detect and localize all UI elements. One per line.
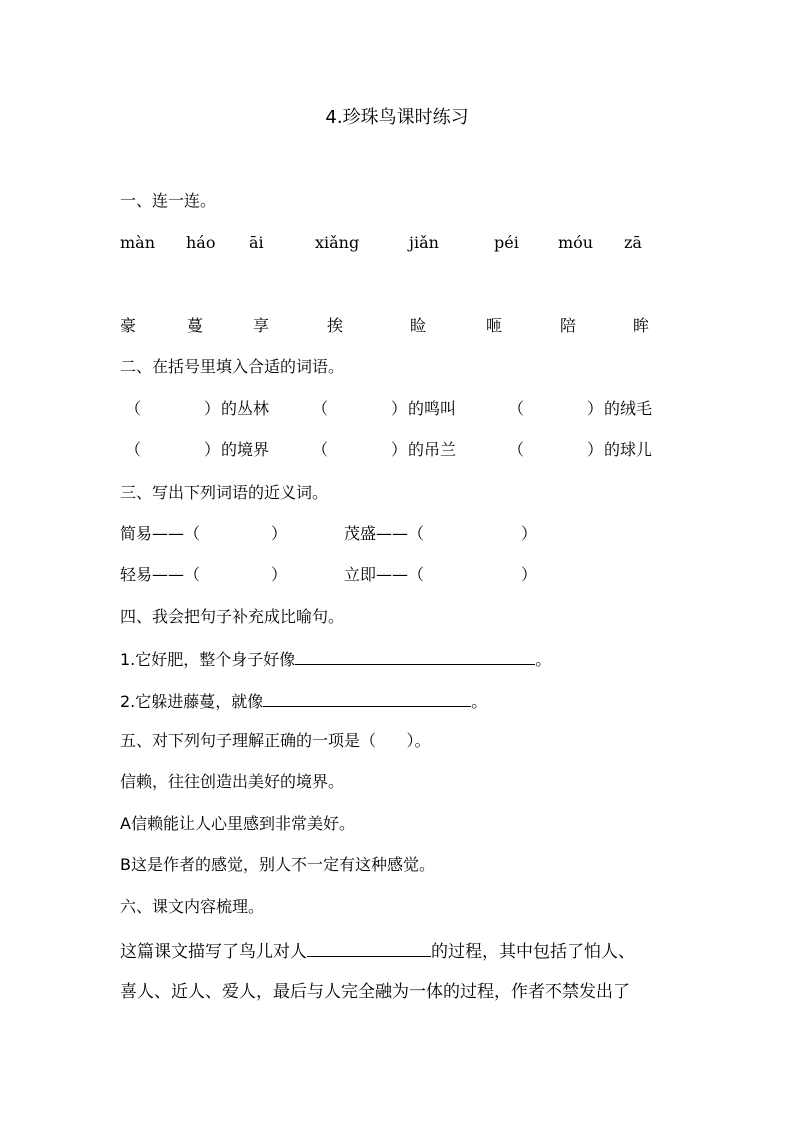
- character-item: 豪: [120, 316, 137, 335]
- section-3-heading: 三、写出下列词语的近义词。: [120, 483, 329, 502]
- open-paren: （: [508, 440, 525, 459]
- section-2-heading: 二、在括号里填入合适的词语。: [120, 357, 345, 376]
- open-paren: （: [125, 440, 142, 459]
- close-paren: ）: [391, 399, 408, 418]
- fill-word: 的球儿: [604, 440, 653, 459]
- simile-question-1: [120, 648, 551, 670]
- pinyin-item: màn: [120, 233, 156, 252]
- close-paren: ）: [521, 565, 538, 584]
- summary-text: 的过程，其中包括了怕人、: [431, 942, 635, 962]
- synonym-prompt: 茂盛——（: [344, 524, 425, 543]
- answer-blank[interactable]: [295, 648, 535, 665]
- question-text: 1.它好肥，整个身子好像: [120, 650, 296, 669]
- section-4-heading: 四、我会把句子补充成比喻句。: [120, 607, 345, 626]
- close-paren: ）: [204, 440, 221, 459]
- open-paren: （: [312, 399, 329, 418]
- close-paren: ）: [271, 524, 288, 543]
- answer-blank[interactable]: [307, 940, 431, 957]
- summary-line-1: [120, 940, 635, 962]
- close-paren: ）: [587, 399, 604, 418]
- pinyin-item: móu: [558, 233, 594, 252]
- section-5-heading: 五、对下列句子理解正确的一项是（ ）。: [120, 731, 431, 750]
- character-item: 睑: [410, 316, 427, 335]
- simile-question-2: [120, 690, 487, 712]
- close-paren: ）: [271, 565, 288, 584]
- question-end: 。: [535, 650, 552, 669]
- synonym-prompt: 立即——（: [344, 565, 425, 584]
- section-1-heading: 一、连一连。: [120, 191, 217, 210]
- open-paren: （: [508, 399, 525, 418]
- option-b: B这是作者的感觉，别人不一定有这种感觉。: [120, 855, 435, 874]
- close-paren: ）: [521, 524, 538, 543]
- option-a: A信赖能让人心里感到非常美好。: [120, 814, 355, 833]
- fill-word: 的鸣叫: [408, 399, 457, 418]
- synonym-prompt: 轻易——（: [120, 565, 201, 584]
- open-paren: （: [312, 440, 329, 459]
- summary-line-2: 喜人、近人、爱人，最后与人完全融为一体的过程，作者不禁发出了: [120, 982, 630, 1002]
- fill-word: 的吊兰: [408, 440, 457, 459]
- quoted-sentence: 信赖，往往创造出美好的境界。: [120, 772, 345, 791]
- question-end: 。: [471, 692, 488, 711]
- pinyin-item: zā: [624, 233, 642, 252]
- character-item: 蔓: [187, 316, 204, 335]
- section-6-heading: 六、课文内容梳理。: [120, 897, 265, 916]
- answer-blank[interactable]: [263, 690, 471, 707]
- fill-word: 的丛林: [221, 399, 270, 418]
- fill-word: 的绒毛: [604, 399, 653, 418]
- summary-text: 这篇课文描写了鸟儿对人: [120, 942, 307, 962]
- pinyin-item: jiǎn: [409, 233, 439, 252]
- pinyin-item: āi: [249, 233, 264, 252]
- close-paren: ）: [587, 440, 604, 459]
- close-paren: ）: [391, 440, 408, 459]
- pinyin-item: háo: [186, 233, 216, 252]
- character-item: 眸: [633, 316, 650, 335]
- fill-word: 的境界: [221, 440, 270, 459]
- pinyin-item: péi: [494, 233, 519, 252]
- character-item: 挨: [327, 316, 344, 335]
- character-item: 享: [253, 316, 270, 335]
- open-paren: （: [125, 399, 142, 418]
- character-item: 咂: [486, 316, 503, 335]
- character-item: 陪: [560, 316, 577, 335]
- page-title: 4.珍珠鸟课时练习: [325, 107, 469, 128]
- pinyin-item: xiǎng: [315, 233, 360, 252]
- close-paren: ）: [204, 399, 221, 418]
- synonym-prompt: 简易——（: [120, 524, 201, 543]
- question-text: 2.它躲进藤蔓，就像: [120, 692, 264, 711]
